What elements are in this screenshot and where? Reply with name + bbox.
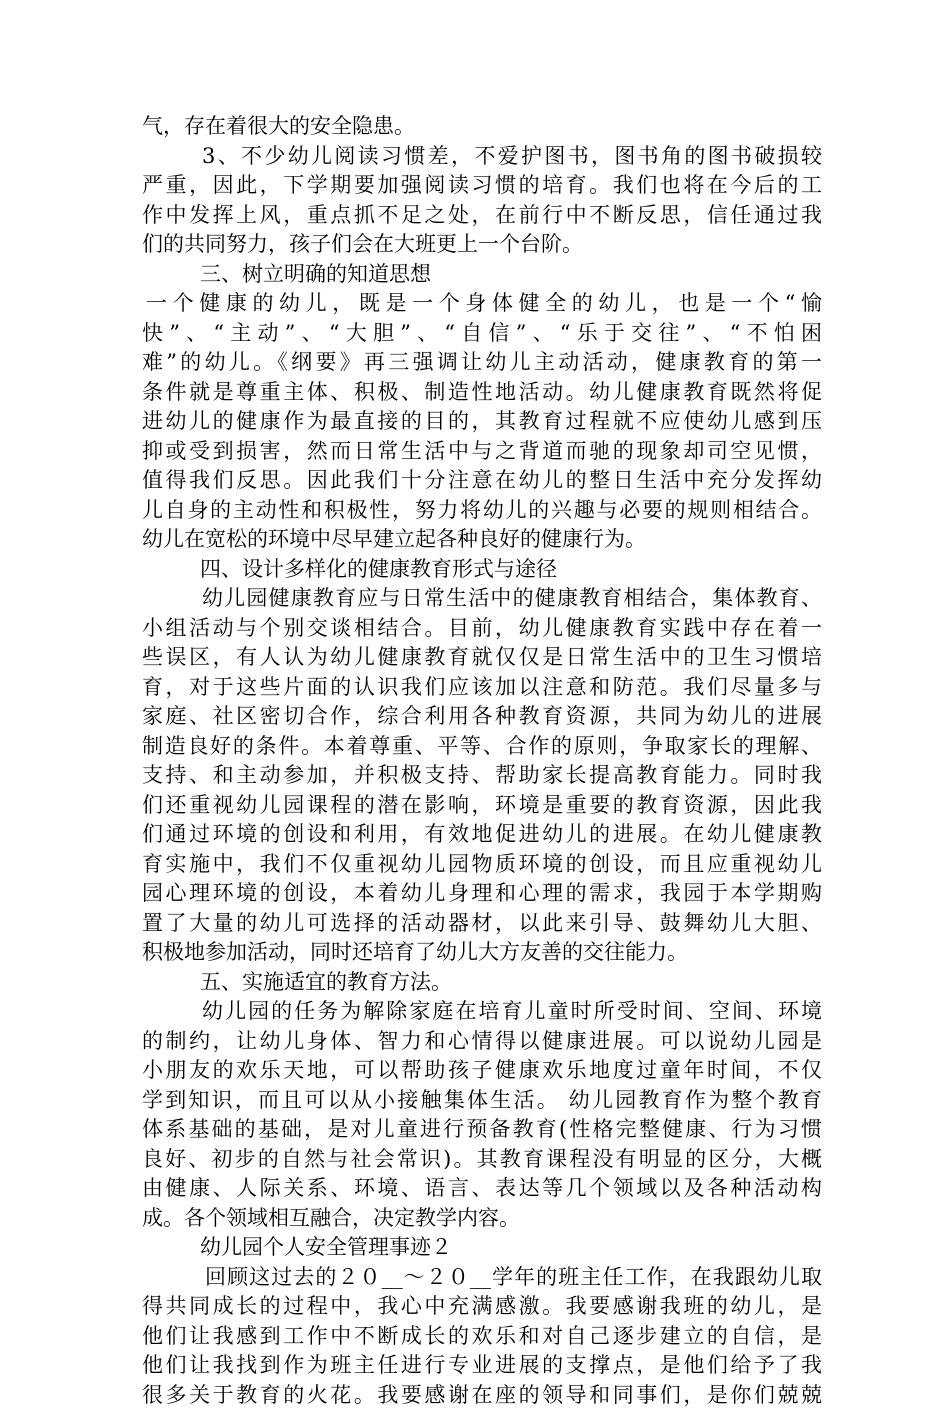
text-line: 条件就是尊重主体、积极、制造性地活动。幼儿健康教育既然将促 [142, 378, 822, 408]
text-line: 支持、和主动参加，并积极支持、帮助家长提高教育能力。同时我 [142, 761, 822, 791]
text-line: 他们让我感到工作中不断成长的欢乐和对自己逐步建立的自信，是 [142, 1322, 822, 1352]
text-line: 置了大量的幼儿可选择的活动器材，以此来引导、鼓舞幼儿大胆、 [142, 909, 822, 939]
text-line: 学到知识，而且可以从小接触集体生活。 幼儿园教育作为整个教育 [142, 1086, 822, 1116]
text-line: 们通过环境的创设和利用，有效地促进幼儿的进展。在幼儿健康教 [142, 820, 822, 850]
section-heading: 五、实施适宜的教育方法。 [142, 968, 822, 998]
text-line: 气，存在着很大的安全隐患。 [142, 112, 822, 142]
text-line: 积极地参加活动，同时还培育了幼儿大方友善的交往能力。 [142, 938, 822, 968]
text-line: 良好、初步的自然与社会常识)。其教育课程没有明显的区分，大概 [142, 1145, 822, 1175]
text-line: 们的共同努力，孩子们会在大班更上一个台阶。 [142, 230, 822, 260]
text-line: 幼儿园的任务为解除家庭在培育儿童时所受时间、空间、环境 [142, 997, 822, 1027]
text-line: 育实施中，我们不仅重视幼儿园物质环境的创设，而且应重视幼儿 [142, 850, 822, 880]
text-line: 难”的幼儿。《纲要》再三强调让幼儿主动活动，健康教育的第一 [142, 348, 822, 378]
text-line: 作中发挥上风，重点抓不足之处，在前行中不断反思，信任通过我 [142, 201, 822, 231]
text-line: 园心理环境的创设，本着幼儿身理和心理的需求，我园于本学期购 [142, 879, 822, 909]
text-line: 体系基础的基础，是对儿童进行预备教育(性格完整健康、行为习惯 [142, 1115, 822, 1145]
text-line: 幼儿在宽松的环境中尽早建立起各种良好的健康行为。 [142, 525, 822, 555]
text-line: 抑或受到损害，然而日常生活中与之背道而驰的现象却司空见惯， [142, 437, 822, 467]
text-line: 很多关于教育的火花。我要感谢在座的领导和同事们，是你们兢兢 [142, 1381, 822, 1410]
text-line: 些误区，有人认为幼儿健康教育就仅仅是日常生活中的卫生习惯培 [142, 643, 822, 673]
text-line: 一个健康的幼儿，既是一个身体健全的幼儿，也是一个“愉 [142, 289, 822, 319]
text-line: 小朋友的欢乐天地，可以帮助孩子健康欢乐地度过童年时间，不仅 [142, 1056, 822, 1086]
text-line: 得共同成长的过程中，我心中充满感激。我要感谢我班的幼儿，是 [142, 1292, 822, 1322]
text-line: 儿自身的主动性和积极性，努力将幼儿的兴趣与必要的规则相结合。 [142, 496, 822, 526]
text-line: 严重，因此，下学期要加强阅读习惯的培育。我们也将在今后的工 [142, 171, 822, 201]
text-line: 制造良好的条件。本着尊重、平等、合作的原则，争取家长的理解、 [142, 732, 822, 762]
document-body [142, 112, 822, 1410]
text-line: 他们让我找到作为班主任进行专业进展的支撑点，是他们给予了我 [142, 1351, 822, 1381]
text-line: 3、不少幼儿阅读习惯差，不爱护图书，图书角的图书破损较 [142, 142, 822, 172]
text-line: 幼儿园健康教育应与日常生活中的健康教育相结合，集体教育、 [142, 584, 822, 614]
section-heading: 四、设计多样化的健康教育形式与途径 [142, 555, 822, 585]
section-heading: 三、树立明确的知道思想 [142, 260, 822, 290]
text-line: 小组活动与个别交谈相结合。目前，幼儿健康教育实践中存在着一 [142, 614, 822, 644]
section-heading: 幼儿园个人安全管理事迹２ [142, 1233, 822, 1263]
text-line: 进幼儿的健康作为最直接的目的，其教育过程就不应使幼儿感到压 [142, 407, 822, 437]
text-line: 快”、“主动”、“大胆”、“自信”、“乐于交往”、“不怕困 [142, 319, 822, 349]
text-line: 由健康、人际关系、环境、语言、表达等几个领域以及各种活动构 [142, 1174, 822, 1204]
text-line: 成。各个领域相互融合，决定教学内容。 [142, 1204, 822, 1234]
text-line: 回顾这过去的２０__～２０__学年的班主任工作，在我跟幼儿取 [142, 1263, 822, 1293]
text-line: 的制约，让幼儿身体、智力和心情得以健康进展。可以说幼儿园是 [142, 1027, 822, 1057]
text-line: 家庭、社区密切合作，综合利用各种教育资源，共同为幼儿的进展 [142, 702, 822, 732]
text-line: 育，对于这些片面的认识我们应该加以注意和防范。我们尽量多与 [142, 673, 822, 703]
text-line: 值得我们反思。因此我们十分注意在幼儿的整日生活中充分发挥幼 [142, 466, 822, 496]
text-line: 们还重视幼儿园课程的潜在影响，环境是重要的教育资源，因此我 [142, 791, 822, 821]
